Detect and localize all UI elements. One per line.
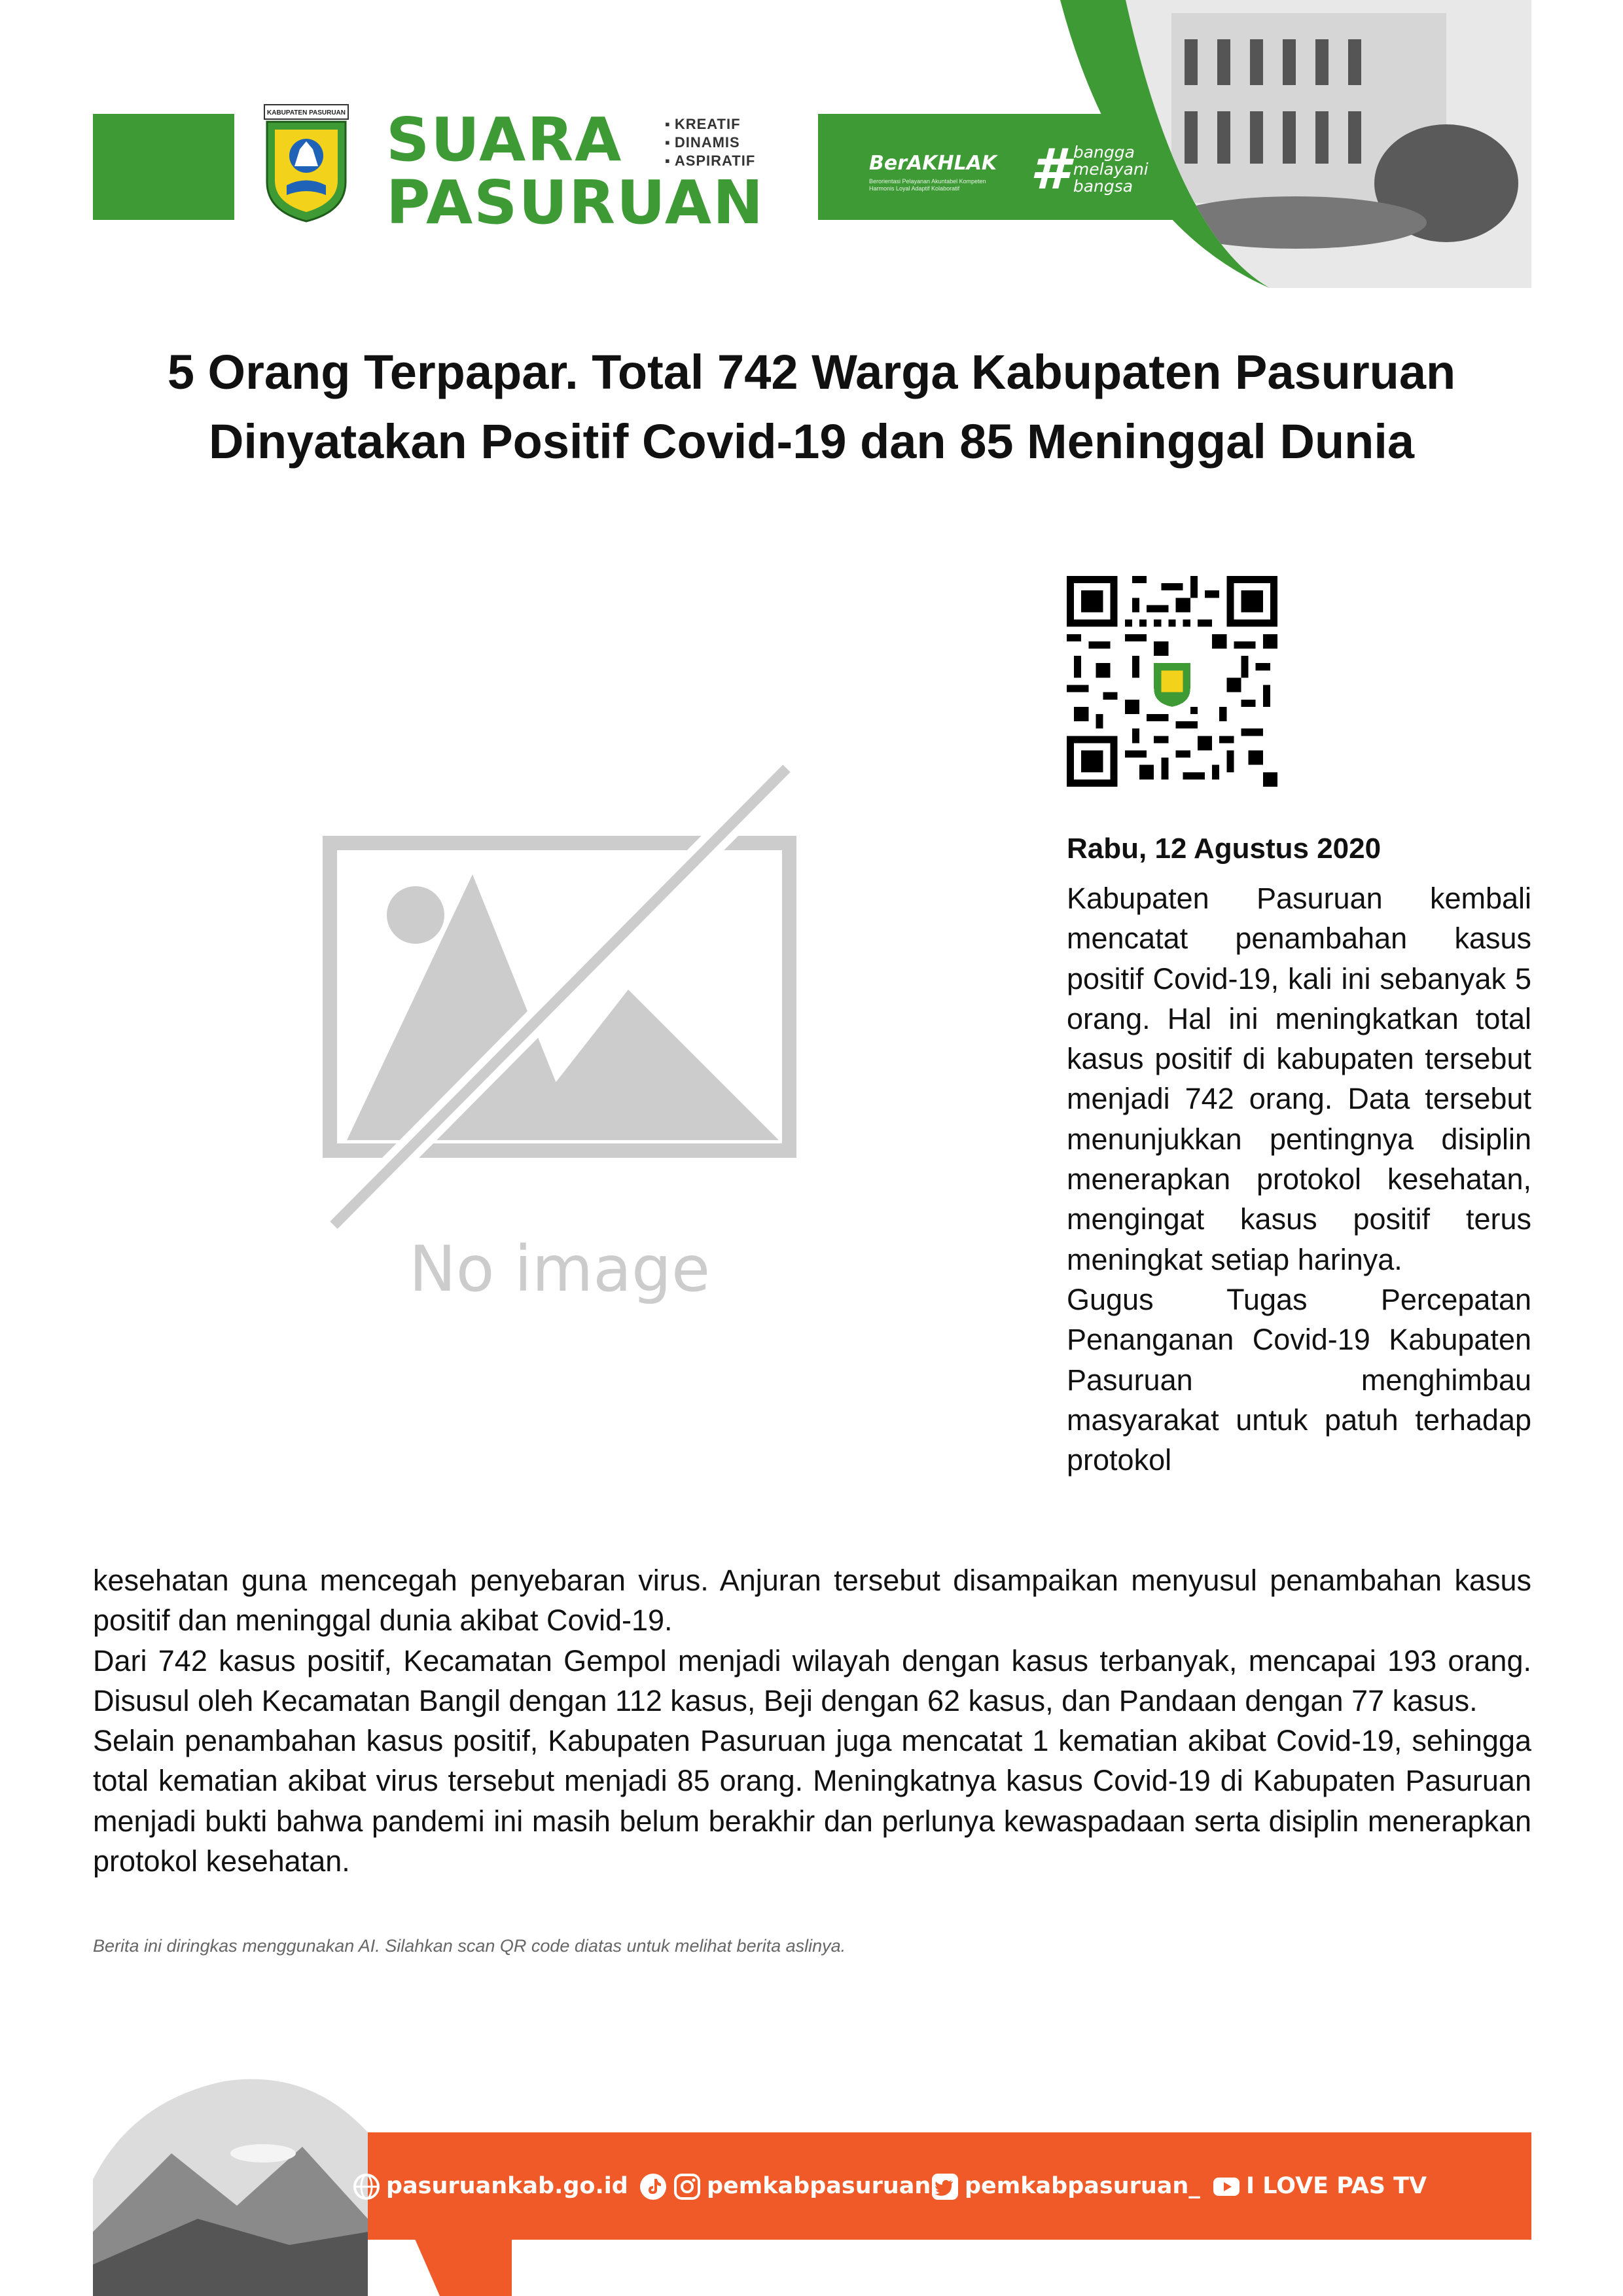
article-paragraph: kesehatan guna mencegah penyebaran virus. Anjuran tersebut disampaikan menyusul penambahan kasus positif dan meninggal dunia akibat Covid-19.	[93, 1564, 1531, 1638]
footer-twitter-label: pemkabpasuruan_	[965, 2173, 1200, 2199]
article-body-full	[93, 1560, 1531, 1881]
bangga-word: bangsa	[1073, 177, 1133, 196]
tagline-item: ▪ ASPIRATIF	[665, 152, 755, 170]
bangga-melayani-logo	[1030, 137, 1149, 202]
ai-summary-note: Berita ini diringkas menggunakan AI. Silahkan scan QR code diatas untuk melihat berita aslinya.	[93, 1936, 846, 1956]
crest-label: KABUPATEN PASURUAN	[267, 109, 346, 117]
bangga-word: melayani	[1073, 160, 1149, 179]
footer-youtube-link[interactable]	[1212, 2172, 1427, 2201]
article-body-column	[1067, 878, 1531, 1480]
footer-website-link[interactable]	[352, 2172, 628, 2201]
instagram-icon	[673, 2172, 702, 2201]
tiktok-icon	[639, 2172, 668, 2201]
brand-tagline	[665, 115, 755, 170]
berakhlak-subtitle: Berorientasi Pelayanan Akuntabel Kompeten Harmonis Loyal Adaptif Kolaboratif	[869, 178, 986, 192]
article-paragraph: Selain penambahan kasus positif, Kabupaten Pasuruan juga mencatat 1 kematian akibat Covid-19, sehingga total kematian akibat virus tersebut menjadi 85 orang. Meningkatnya kasus Covid-19 di Kabupaten Pasuruan menjadi bukti bahwa pandemi ini masih belum berakhir dan perlunya kewaspadaan serta disiplin menerapkan protokol kesehatan.	[93, 1724, 1531, 1878]
brand-line-2: PASURUAN	[386, 168, 765, 238]
qr-code-icon[interactable]	[1067, 576, 1277, 787]
kabupaten-crest-icon	[260, 103, 352, 223]
bangga-word: bangga	[1073, 143, 1135, 162]
footer-instagram-label: pemkabpasuruan	[707, 2173, 931, 2199]
article-title: 5 Orang Terpapar. Total 742 Warga Kabupaten Pasuruan Dinyatakan Positif Covid-19 dan 85 Meninggal Dunia	[167, 345, 1456, 469]
article-date: Rabu, 12 Agustus 2020	[1067, 833, 1382, 865]
article-paragraph: Gugus Tugas Percepatan Penanganan Covid-19 Kabupaten Pasuruan menghimbau masyarakat untuk patuh terhadap protokol	[1067, 1282, 1531, 1477]
hashtag-icon: #	[1030, 137, 1069, 202]
brand-line-1: SUARA	[386, 105, 623, 175]
youtube-icon	[1212, 2172, 1241, 2201]
article-paragraph: Kabupaten Pasuruan kembali mencatat penambahan kasus positif Covid-19, kali ini sebanyak 5 orang. Hal ini meningkatkan total kasus positif di kabupaten tersebut menjadi 742 orang. Data tersebut menunjukkan pentingnya disiplin menerapkan protokol kesehatan, mengingat kasus positif terus meningkat setiap harinya.	[1067, 882, 1531, 1276]
tagline-item: ▪ DINAMIS	[665, 134, 755, 152]
footer-twitter-link[interactable]	[931, 2172, 1200, 2201]
globe-icon	[352, 2172, 381, 2201]
footer-instagram-link[interactable]	[639, 2172, 931, 2201]
header-left-bar	[93, 114, 234, 220]
article-paragraph: Dari 742 kasus positif, Kecamatan Gempol menjadi wilayah dengan kasus terbanyak, mencapai 193 orang. Disusul oleh Kecamatan Bangil dengan 112 kasus, Beji dengan 62 kasus, dan Pandaan dengan 77 kasus.	[93, 1643, 1531, 1717]
berakhlak-logo: BerAKHLAK	[869, 152, 997, 175]
footer-website-label: pasuruankab.go.id	[386, 2173, 628, 2199]
footer-youtube-label: I LOVE PAS TV	[1246, 2173, 1427, 2199]
tagline-item: ▪ KREATIF	[665, 115, 755, 134]
no-image-label: No image	[408, 1232, 711, 1306]
no-image-placeholder-icon	[321, 759, 805, 1322]
twitter-icon	[931, 2172, 959, 2201]
